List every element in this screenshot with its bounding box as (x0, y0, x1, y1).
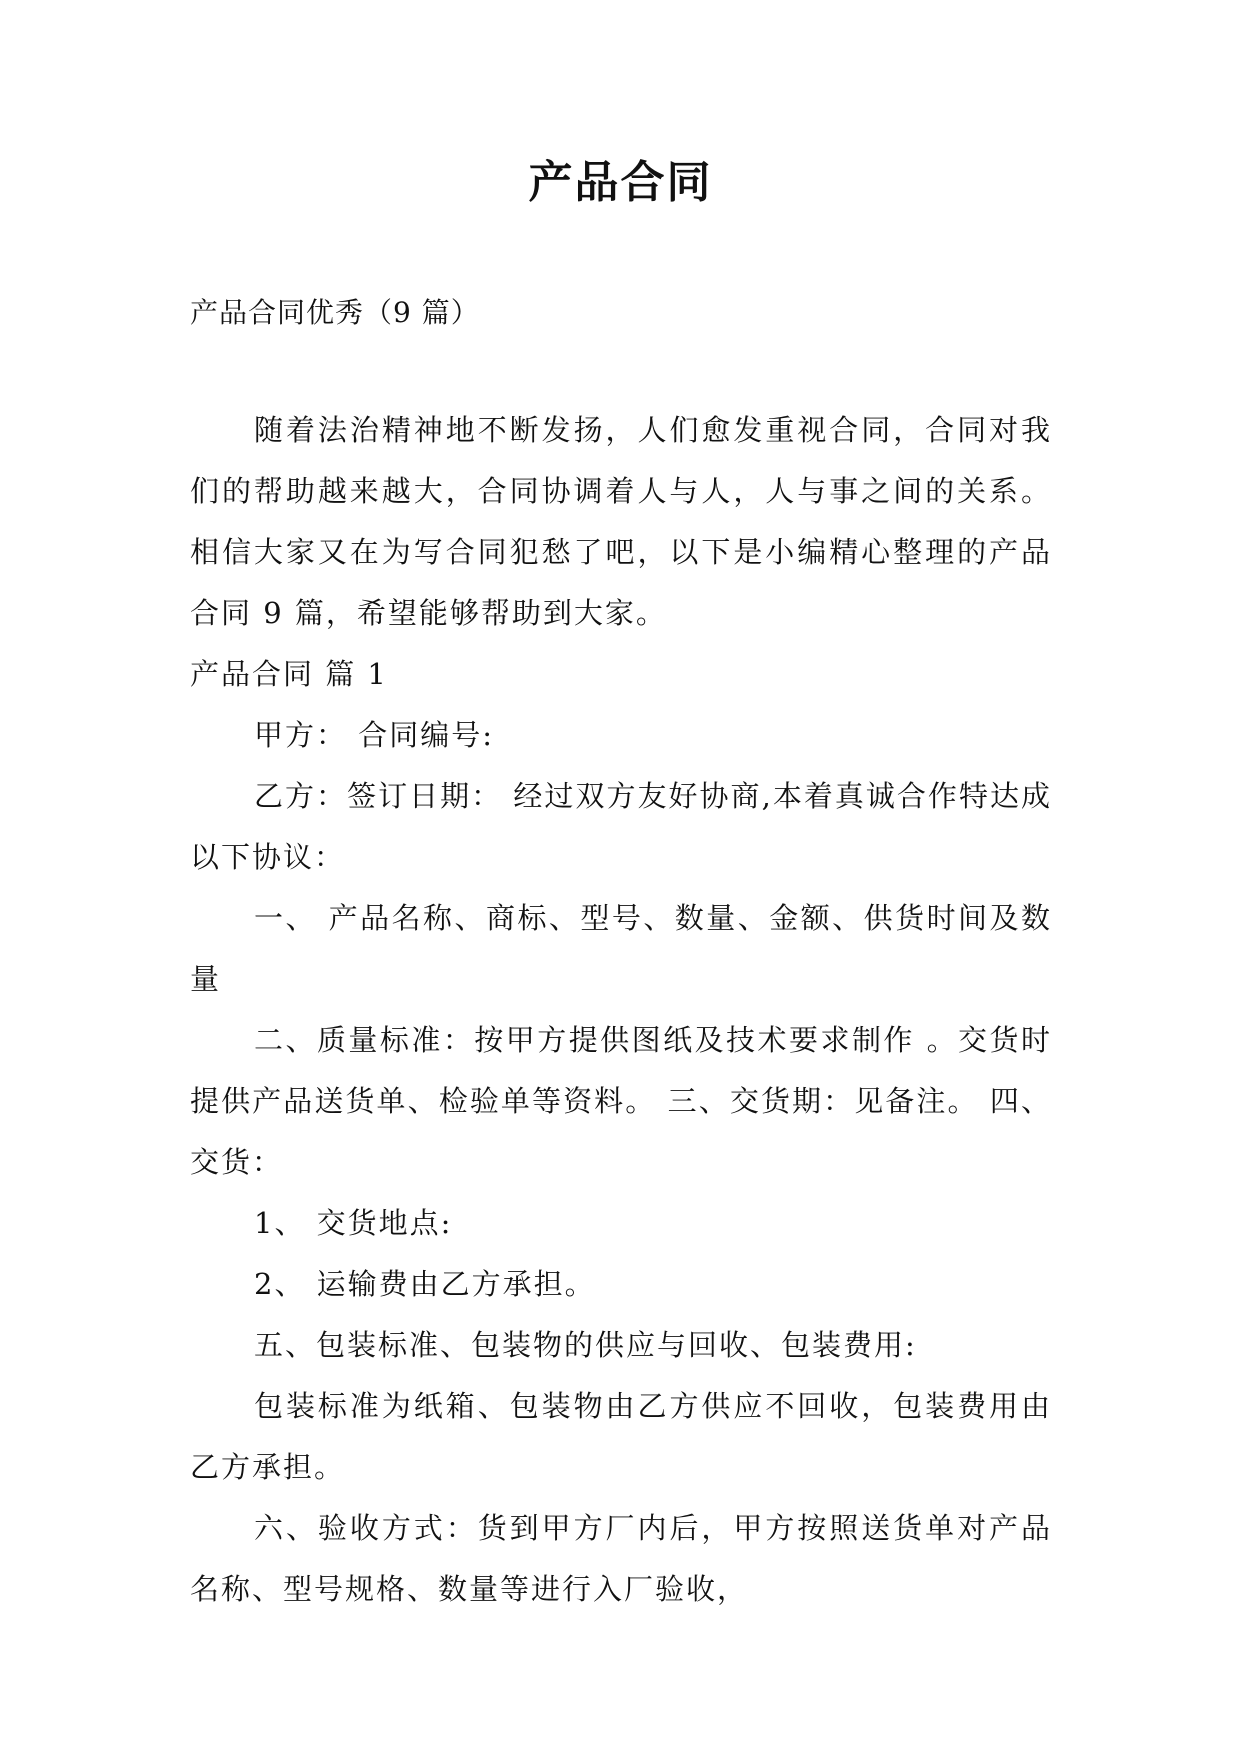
clause-2: 二、质量标准：按甲方提供图纸及技术要求制作 。交货时提供产品送货单、检验单等资料。 三、交货期：见备注。 四、交货： (190, 1023, 1052, 1179)
clause-5-detail: 包装标准为纸箱、包装物由乙方供应不回收，包装费用由乙方承担。 (190, 1389, 1052, 1484)
clause-6: 六、验收方式：货到甲方厂内后，甲方按照送货单对产品名称、型号规格、数量等进行入厂验收， (190, 1511, 1052, 1606)
party-b-line: 乙方：签订日期： 经过双方友好协商,本着真诚合作特达成以下协议： (190, 779, 1052, 874)
party-a-line: 甲方： 合同编号: (254, 718, 494, 752)
document-subtitle: 产品合同优秀（9 篇） (190, 296, 480, 329)
clause-1: 一、 产品名称、商标、型号、数量、金额、供货时间及数量 (190, 901, 1052, 996)
clause-4-item-2: 2、 运输费由乙方承担。 (254, 1267, 596, 1301)
page-title: 产品合同 (528, 157, 713, 208)
section-heading: 产品合同 篇 1 (190, 657, 388, 691)
intro-paragraph: 随着法治精神地不断发扬，人们愈发重视合同，合同对我们的帮助越来越大，合同协调着人与人，人与事之间的关系。相信大家又在为写合同犯愁了吧，以下是小编精心整理的产品合同 9 篇，希望能够帮助到大家。 (190, 413, 1052, 630)
clause-5: 五、包装标准、包装物的供应与回收、包装费用: (254, 1328, 917, 1362)
document-body (190, 400, 1052, 1620)
clause-4-item-1: 1、 交货地点: (254, 1206, 453, 1240)
